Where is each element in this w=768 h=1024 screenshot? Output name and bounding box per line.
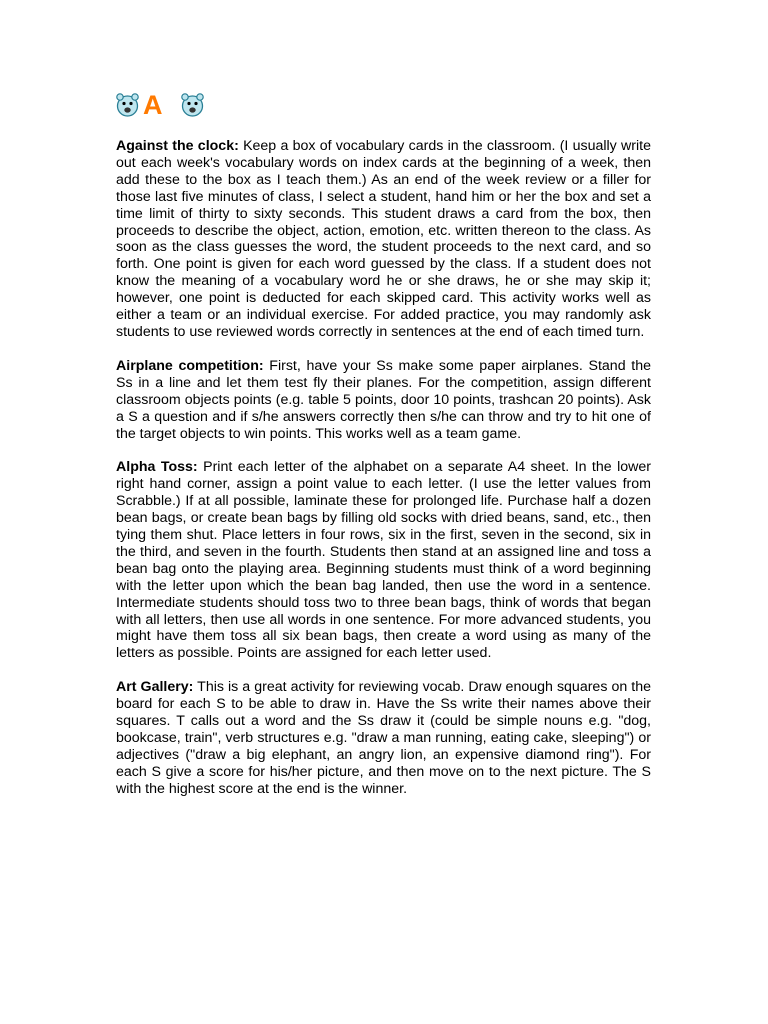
smiley-face-icon xyxy=(114,92,141,118)
entry-text: First, have your Ss make some paper airplanes. Stand the Ss in a line and let them test fly their planes. For the competition, assign different classroom objects points (e.g. table 5 points, door 10 points, trashcan 20 points). Ask a S a question and if s/he answers correctly then s/he can throw and try to hit one of the target objects to win points. This works well as a team game. xyxy=(116,357,652,442)
document-body xyxy=(116,138,651,815)
entry-title: Against the clock: xyxy=(116,138,239,154)
entry-alpha-toss xyxy=(116,459,651,662)
section-letter: A xyxy=(143,89,163,120)
entry-text: Print each letter of the alphabet on a separate A4 sheet. In the lower right hand corner, assign a point value to each letter. (I use the letter values from Scrabble.) If at all possible, laminate these for prolonged life. Purchase half a dozen bean bags, or create bean bags by filling old socks with dried beans, sand, etc., then tying them shut. Place letters in four rows, six in the first, seven in the second, six in the third, and seven in the fourth. Students then stand at an assigned line and toss a bean bag onto the playing area. Beginning students must think of a word beginning with the letter upon which the bean bag landed, then use the word in a sentence. Intermediate students should toss two to three bean bags, think of words that began with all letters, then use all words in one sentence. For more advanced students, you might have them toss all six bean bags, then create a word using as many of the letters as possible. Points are assigned for each letter used. xyxy=(116,459,651,662)
entry-art-gallery xyxy=(116,679,651,797)
section-header xyxy=(114,88,206,122)
entry-airplane-competition xyxy=(116,358,651,443)
entry-against-the-clock xyxy=(116,138,651,341)
smiley-face-icon xyxy=(179,92,206,118)
entry-title: Alpha Toss: xyxy=(116,459,198,476)
entry-text: Keep a box of vocabulary cards in the classroom. (I usually write out each week's vocabulary words on index cards at the beginning of a week, then add these to the box as I teach them.) As an end of the week review or a filler for those last five minutes of class, I select a student, hand him or her the box and set a time limit of thirty to sixty seconds. This student draws a card from the box, then proceeds to describe the object, action, emotion, etc. written thereon to the class. As soon as the class guesses the word, the student proceeds to the next card, and so forth. One point is given for each word guessed by the class. If a student does not know the meaning of a vocabulary word he or she draws, he or she may skip it; however, one point is deducted for each skipped card. This activity works well as either a team or an individual exercise. For added practice, you may randomly ask students to use reviewed words correctly in sentences at the end of each timed turn. xyxy=(116,138,651,340)
entry-title: Airplane competition: xyxy=(116,357,264,374)
entry-title: Art Gallery: xyxy=(116,679,194,696)
entry-text: This is a great activity for reviewing vocab. Draw enough squares on the board for each S to be able to draw in. Have the Ss write their names above their squares. T calls out a word and the Ss draw it (could be simple nouns e.g. "dog, bookcase, train", verb structures e.g. "draw a man running, eating cake, sleeping") or adjectives ("draw a big elephant, an angry lion, an expensive diamond ring"). For each S give a score for his/her picture, and then move on to the next picture. The S with the highest score at the end is the winner. xyxy=(116,679,651,797)
